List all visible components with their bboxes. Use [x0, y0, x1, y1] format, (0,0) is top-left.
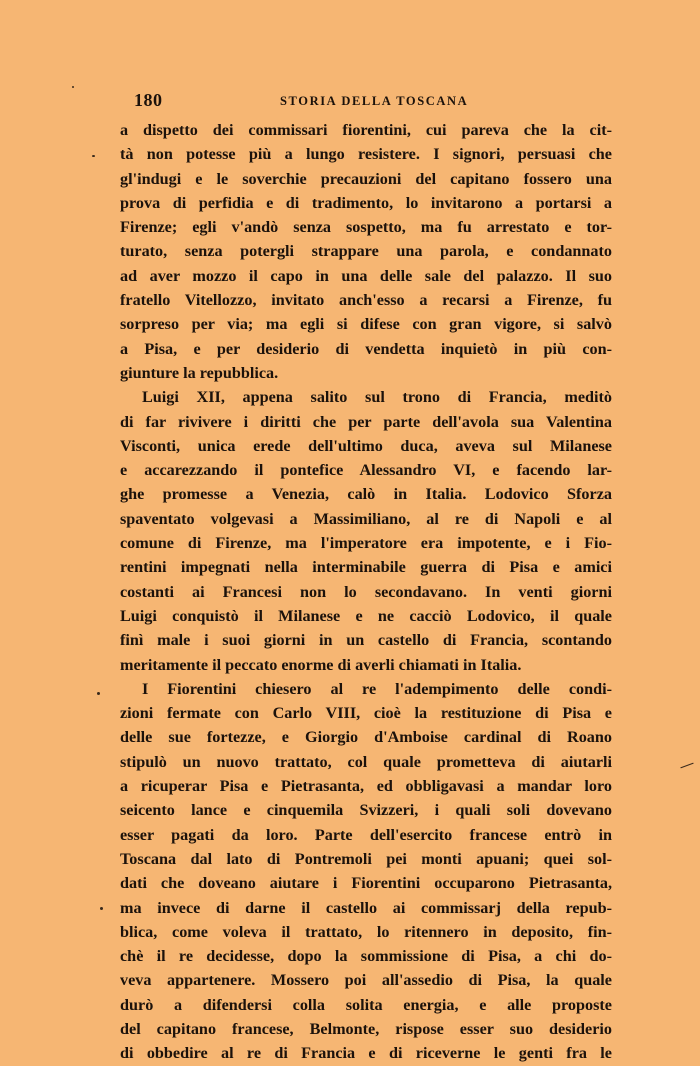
scan-speck [72, 86, 74, 88]
text-line: ma invece di darne il castello ai commissarj della repub- [120, 898, 612, 917]
paragraph-2 [120, 385, 612, 677]
paragraph-3 [120, 677, 612, 1066]
body-text [120, 118, 612, 1066]
scan-speck [680, 763, 693, 769]
text-line: Firenze; egli v'andò senza sospetto, ma fu arrestato e tor- [120, 218, 612, 237]
text-line: sorpreso per via; ma egli si difese con gran vigore, si salvò [120, 315, 612, 334]
running-title: STORIA DELLA TOSCANA [280, 94, 469, 108]
text-line: finì male i suoi giorni in un castello di Francia, scontando [120, 631, 612, 650]
text-line: gl'indugi e le soverchie precauzioni del capitano fossero una [120, 169, 612, 188]
text-line: fratello Vitellozzo, invitato anch'esso a recarsi a Firenze, fu [120, 291, 612, 310]
book-page [120, 88, 612, 1066]
text-line: Luigi XII, appena salito sul trono di Francia, meditò [142, 388, 612, 407]
text-line: tà non potesse più a lungo resistere. I signori, persuasi che [120, 145, 612, 164]
text-line: esser pagati da loro. Parte dell'esercito francese entrò in [120, 825, 612, 844]
text-line: e accarezzando il pontefice Alessandro VI, e facendo lar- [120, 461, 612, 480]
page-number: 180 [134, 90, 163, 110]
text-line: comune di Firenze, ma l'imperatore era impotente, e i Fio- [120, 534, 612, 553]
text-line: Luigi conquistò il Milanese e ne cacciò Lodovico, il quale [120, 606, 612, 625]
running-head [120, 88, 612, 118]
text-line: spaventato volgevasi a Massimiliano, al re di Napoli e al [120, 509, 612, 528]
text-line: Visconti, unica erede dell'ultimo duca, aveva sul Milanese [120, 436, 612, 455]
text-line: zioni fermate con Carlo VIII, cioè la restituzione di Pisa e [120, 704, 612, 723]
text-line: I Fiorentini chiesero al re l'adempimento delle condi- [142, 679, 612, 698]
text-line: Toscana dal lato di Pontremoli pei monti apuani; quei sol- [120, 849, 612, 868]
text-line: ad aver mozzo il capo in una delle sale del palazzo. Il suo [120, 266, 612, 285]
text-line: a dispetto dei commissari fiorentini, cui pareva che la cit- [120, 121, 612, 139]
text-line: stipulò un nuovo trattato, col quale prometteva di aiutarli [120, 752, 612, 771]
text-line: di far rivivere i diritti che per parte dell'avola sua Valentina [120, 412, 612, 431]
text-line: giunture la repubblica. [120, 363, 279, 382]
text-line: seicento lance e cinquemila Svizzeri, i quali soli dovevano [120, 801, 612, 820]
text-line: a Pisa, e per desiderio di vendetta inquietò in più con- [120, 339, 612, 358]
text-line: turato, senza potergli strappare una parola, e condannato [120, 242, 612, 261]
text-line: durò a difendersi colla solita energia, e alle proposte [120, 995, 612, 1014]
scan-speck [100, 907, 103, 910]
text-line: a ricuperar Pisa e Pietrasanta, ed obbligavasi a mandar loro [120, 777, 612, 796]
text-line: blica, come voleva il trattato, lo ritennero in deposito, fin- [120, 922, 612, 941]
text-line: dati che doveano aiutare i Fiorentini occuparono Pietrasanta, [120, 874, 612, 893]
scan-speck [97, 692, 100, 695]
paragraph-1 [120, 118, 612, 385]
text-line: costanti ai Francesi non lo secondavano. In venti giorni [120, 582, 612, 601]
text-line: meritamente il peccato enorme di averli chiamati in Italia. [120, 655, 522, 674]
text-line: chè il re decidesse, dopo la sommissione di Pisa, a chi do- [120, 947, 612, 966]
text-line: veva appartenere. Mossero poi all'assedio di Pisa, la quale [120, 971, 612, 990]
text-line: rentini impegnati nella interminabile guerra di Pisa e amici [120, 558, 612, 577]
text-line: di obbedire al re di Francia e di riceverne le genti fra le [120, 1044, 612, 1063]
scan-speck [92, 155, 95, 157]
text-line: ghe promesse a Venezia, calò in Italia. Lodovico Sforza [120, 485, 612, 504]
text-line: delle sue fortezze, e Giorgio d'Amboise cardinal di Roano [120, 728, 612, 747]
text-line: del capitano francese, Belmonte, rispose esser suo desiderio [120, 1019, 612, 1038]
text-line: prova di perfidia e di tradimento, lo invitarono a portarsi a [120, 193, 612, 212]
